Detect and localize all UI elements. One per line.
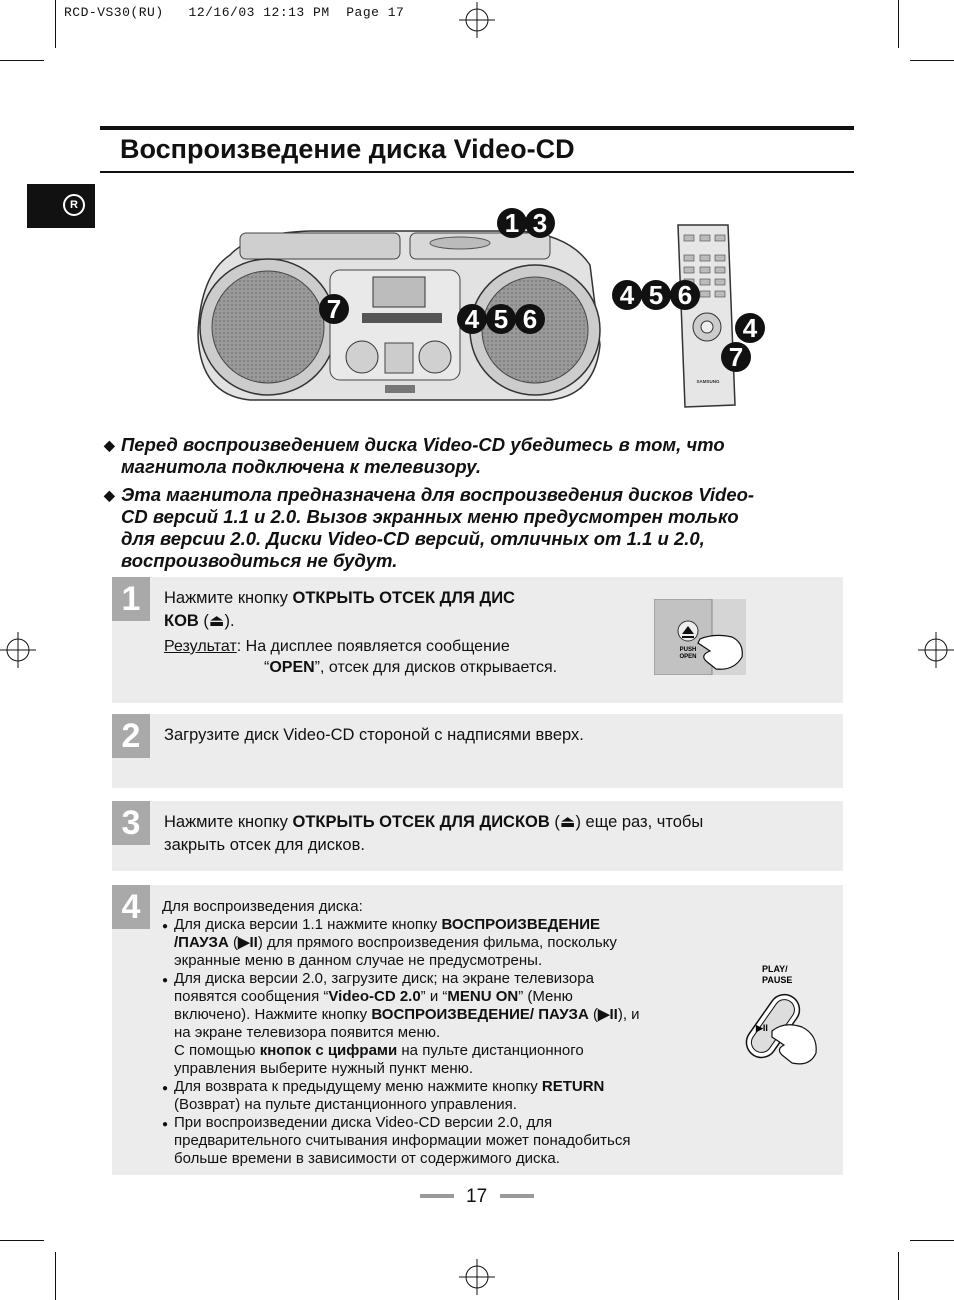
- callout-remote-4: 4: [619, 280, 635, 310]
- step-1-text: Нажмите кнопку ОТКРЫТЬ ОТСЕК ДЛЯ ДИС КОВ (⏏).: [164, 589, 515, 630]
- print-header: RCD-VS30(RU) 12/16/03 12:13 PM Page 17: [64, 5, 405, 20]
- language-tab-label: R: [63, 194, 85, 216]
- intro-line: Перед воспроизведением диска Video-CD убедитесь в том, что: [121, 434, 725, 455]
- intro-line: Эта магнитола предназначена для воспроизведения дисков Video-: [121, 484, 755, 505]
- bullet-icon: ●: [162, 975, 169, 986]
- crop-mark: [910, 60, 954, 61]
- open-label: OPEN: [679, 654, 697, 660]
- crop-mark: [0, 1240, 44, 1241]
- intro-paragraph-2: [104, 484, 844, 574]
- callout-remote-7: 7: [728, 342, 744, 372]
- device-illustration: [190, 195, 790, 420]
- registration-mark: [459, 2, 495, 38]
- title-rule: [100, 171, 854, 173]
- crop-mark: [910, 1240, 954, 1241]
- intro-line: для версии 2.0. Диски Video-CD версий, отличных от 1.1 и 2.0,: [121, 528, 705, 549]
- crop-mark: [898, 0, 899, 48]
- registration-mark: [0, 632, 36, 668]
- bullet-icon: ●: [162, 1083, 169, 1094]
- intro-paragraph-1: [104, 434, 844, 480]
- callout-5: 5: [493, 304, 509, 334]
- step-number: 4: [112, 885, 150, 929]
- title-rule: [100, 126, 854, 130]
- step-number: 2: [112, 714, 150, 758]
- footer-bar: [500, 1194, 534, 1198]
- crop-mark: [55, 0, 56, 48]
- callout-remote-4b: 4: [742, 313, 758, 343]
- callout-remote-5: 5: [648, 280, 664, 310]
- callout-1: 1: [504, 208, 520, 238]
- step-2-text: Загрузите диск Video-CD стороной с надписями вверх.: [164, 726, 584, 744]
- step-number: 1: [112, 577, 150, 621]
- push-open-button-illustration: [654, 599, 746, 675]
- push-label: PUSH: [679, 647, 697, 653]
- step-4-text: Для воспроизведения диска: ● Для диска версии 1.1 нажмите кнопку ВОСПРОИЗВЕДЕНИЕ /ПАУЗА (▶II) для прямого воспроизведения фильма, поскольку экранные меню в данном случае не предусмотрены. ● Для диска версии 2.0, загрузите диск; на экране телевизора появятся сообщения “Video-CD 2.0” и “MENU ON” (Меню включено). Нажмите кнопку ВОСПРОИЗВЕДЕНИЕ/ ПАУЗА (▶II), и на экране телевизора появится меню. С помощью кнопок с цифрами на пульте дистанционного управления выберите нужный пункт меню. ● Для возврата к предыдущему меню нажмите кнопку RETURN (Возврат) на пульте дистанционного управления. ● При воспроизведении диска Video-CD версии 2.0, для предварительного считывания информации может понадобиться больше времени в зависимости от содержимого диска.: [162, 898, 640, 1167]
- play-label: PLAY/: [762, 964, 788, 974]
- registration-mark: [459, 1259, 495, 1295]
- callout-4: 4: [464, 304, 480, 334]
- callout-remote-6: 6: [677, 280, 693, 310]
- step-number: 3: [112, 801, 150, 845]
- callout-7: 7: [326, 294, 342, 324]
- footer-bar: [420, 1194, 454, 1198]
- bullet-icon: ●: [162, 921, 169, 932]
- step-3-text: Нажмите кнопку ОТКРЫТЬ ОТСЕК ДЛЯ ДИСКОВ (⏏) еще раз, чтобы закрыть отсек для дисков.: [164, 813, 704, 854]
- page-title: Воспроизведение диска Video-CD: [120, 134, 575, 164]
- diamond-icon: ◆: [104, 487, 115, 503]
- play-pause-button-illustration: [732, 963, 827, 1073]
- step-1-result: Результат: На дисплее появляется сообщение “OPEN”, отсек для дисков открывается.: [164, 638, 558, 676]
- crop-mark: [55, 1252, 56, 1300]
- step-1: [112, 577, 843, 703]
- intro-line: воспроизводиться не будут.: [121, 550, 398, 571]
- step-4: [112, 885, 843, 1175]
- callout-3: 3: [532, 208, 548, 238]
- play-pause-symbol: ▶II: [756, 1023, 768, 1033]
- callout-6: 6: [522, 304, 538, 334]
- crop-mark: [0, 60, 44, 61]
- step-3: [112, 801, 843, 871]
- page-number: 17: [466, 1186, 488, 1207]
- step-2: [112, 714, 843, 788]
- diamond-icon: ◆: [104, 437, 115, 453]
- intro-line: магнитола подключена к телевизору.: [121, 456, 481, 477]
- pause-label: PAUSE: [762, 975, 793, 985]
- crop-mark: [898, 1252, 899, 1300]
- remote-brand: SAMSUNG: [696, 379, 720, 384]
- intro-line: CD версий 1.1 и 2.0. Вызов экранных меню предусмотрен только: [121, 506, 739, 527]
- bullet-icon: ●: [162, 1119, 169, 1130]
- registration-mark: [918, 632, 954, 668]
